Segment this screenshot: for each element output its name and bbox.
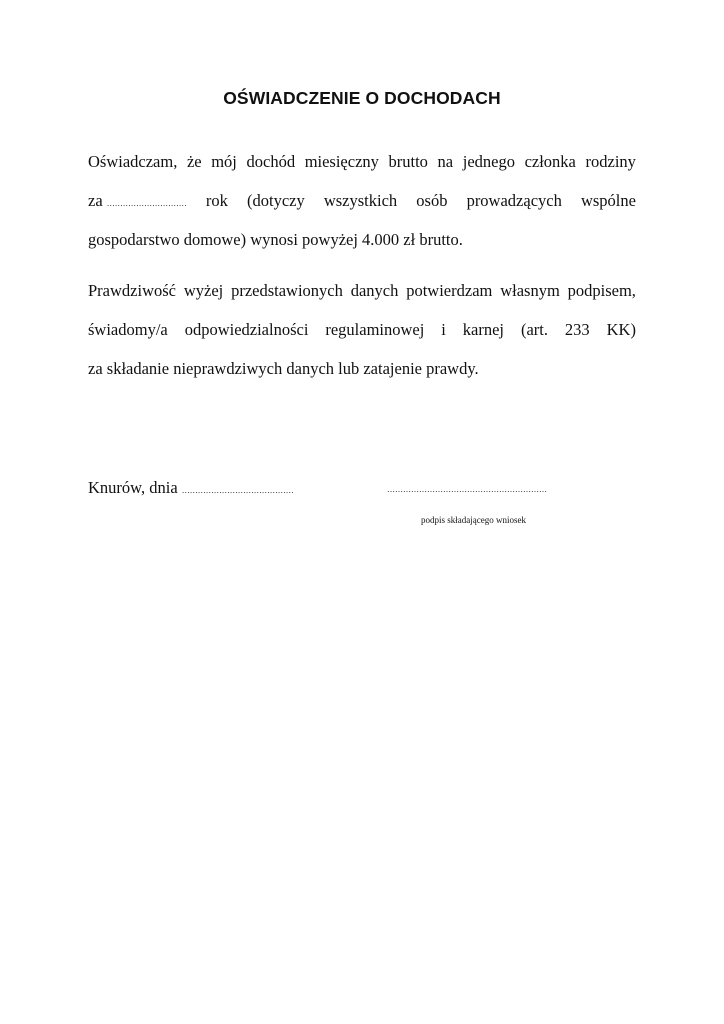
- paragraph1-line2: [88, 191, 636, 211]
- signature-blank-field[interactable]: ……………………………………………………: [387, 485, 547, 494]
- place-date-line: [88, 478, 294, 498]
- word: własnym: [500, 281, 560, 300]
- word: brutto: [388, 152, 428, 171]
- word: odpowiedzialności: [184, 320, 309, 339]
- word: świadomy/a: [88, 320, 168, 339]
- word: (art.: [520, 320, 548, 339]
- word: 233: [564, 320, 590, 339]
- word: i: [441, 320, 446, 339]
- word: prowadzących: [466, 191, 562, 210]
- paragraph2-line2: [88, 320, 636, 340]
- paragraph1-line1: [88, 152, 636, 172]
- word: osób: [416, 191, 448, 210]
- year-blank-field[interactable]: …………………………: [106, 199, 187, 208]
- word: (dotyczy: [247, 191, 305, 210]
- word: wspólne: [580, 191, 636, 210]
- word: wszystkich: [323, 191, 398, 210]
- signature-caption: podpis składającego wniosek: [421, 515, 526, 525]
- word: wyżej: [183, 281, 224, 300]
- word: Oświadczam,: [88, 152, 178, 171]
- word: Prawdziwość: [88, 281, 176, 300]
- word: rodziny: [585, 152, 636, 171]
- word: że: [186, 152, 202, 171]
- word: karnej: [462, 320, 505, 339]
- word: na: [437, 152, 454, 171]
- place-label: Knurów, dnia: [88, 478, 178, 497]
- word: przedstawionych: [231, 281, 343, 300]
- word: za: [88, 191, 103, 210]
- word: podpisem,: [567, 281, 636, 300]
- word: miesięczny: [304, 152, 379, 171]
- date-blank-field[interactable]: ……………………………………: [181, 486, 294, 495]
- paragraph2-line1: [88, 281, 636, 301]
- paragraph1-line3: gospodarstwo domowe) wynosi powyżej 4.000 zł brutto.: [88, 230, 463, 249]
- paragraph2-line3: za składanie nieprawdziwych danych lub zatajenie prawdy.: [88, 359, 479, 378]
- word: dochód: [246, 152, 296, 171]
- year-field-group: [88, 191, 187, 211]
- word: rok: [205, 191, 228, 210]
- word: danych: [350, 281, 399, 300]
- word: potwierdzam: [406, 281, 493, 300]
- word: jednego: [462, 152, 515, 171]
- document-title: OŚWIADCZENIE O DOCHODACH: [223, 88, 501, 108]
- word: regulaminowej: [325, 320, 425, 339]
- word: mój: [211, 152, 237, 171]
- word: KK): [606, 320, 636, 339]
- word: członka: [524, 152, 576, 171]
